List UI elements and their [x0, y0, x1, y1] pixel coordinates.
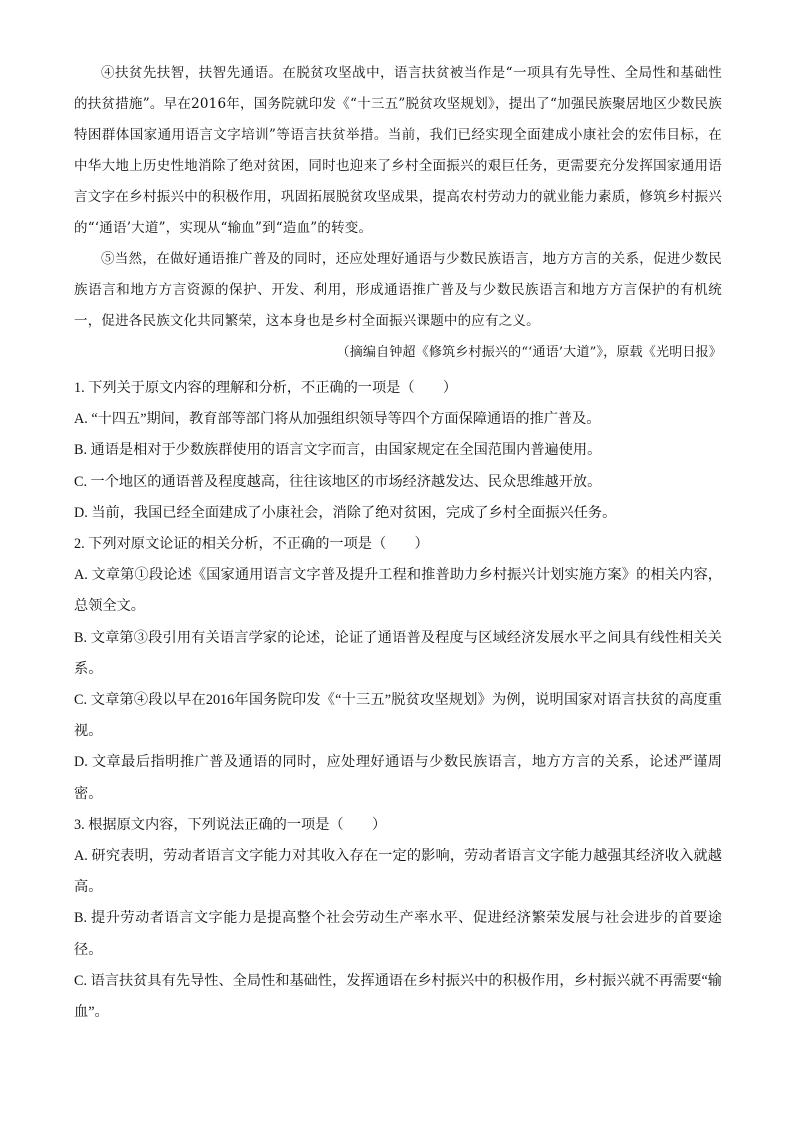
question-list — [74, 373, 722, 1028]
question-2-option-d: D. 文章最后指明推广普及通语的同时，应处理好通语与少数民族语言，地方方言的关系，论述严谨周密。 — [74, 754, 722, 802]
question-1-option-c: C. 一个地区的通语普及程度越高，往往该地区的市场经济越发达、民众思维越开放。 — [74, 473, 602, 490]
question-2-option-b: B. 文章第③段引用有关语言学家的论述，论证了通语普及程度与区域经济发展水平之间具有线性相关关系。 — [74, 629, 722, 677]
question-1-option-d: D. 当前，我国已经全面建成了小康社会，消除了绝对贫困，完成了乡村全面振兴任务。 — [74, 504, 617, 521]
question-3-option-c: C. 语言扶贫具有先导性、全局性和基础性，发挥通语在乡村振兴中的积极作用，乡村振兴就不再需要“输血”。 — [74, 972, 722, 1021]
question-1-option-b: B. 通语是相对于少数族群使用的语言文字而言，由国家规定在全国范围内普遍使用。 — [74, 442, 602, 459]
question-2-option-c: C. 文章第④段以早在2016年国务院印发《“十三五”脱贫攻坚规划》为例，说明国家对语言扶贫的高度重视。 — [74, 692, 722, 740]
passage — [74, 58, 722, 368]
question-1-option-a: A. “十四五”期间，教育部等部门将从加强组织领导等四个方面保障通语的推广普及。 — [74, 411, 601, 428]
question-3-option-a: A. 研究表明，劳动者语言文字能力对其收入存在一定的影响，劳动者语言文字能力越强其经济收入就越高。 — [74, 848, 722, 896]
question-2-option-a: A. 文章第①段论述《国家通用语言文字普及提升工程和推普助力乡村振兴计划实施方案》的相关内容，总领全文。 — [74, 567, 722, 615]
question-1-stem: 1. 下列关于原文内容的理解和分析，不正确的一项是（ ） — [74, 380, 458, 396]
question-3-option-b: B. 提升劳动者语言文字能力是提高整个社会劳动生产率水平、促进经济繁荣发展与社会进步的首要途径。 — [74, 910, 722, 958]
question-3-stem: 3. 根据原文内容，下列说法正确的一项是（ ） — [74, 816, 387, 833]
source-citation: （摘编自钟超《修筑乡村振兴的“‘通语’大道”》，原载《光明日报》 — [336, 345, 722, 360]
passage-paragraph-5: ⑤当然，在做好通语推广普及的同时，还应处理好通语与少数民族语言，地方方言的关系，促进少数民族语言和地方方言资源的保护、开发、利用，形成通语推广普及与少数民族语言和地方方言保护的有机统一，促进各民族文化共同繁荣，这本身也是乡村全面振兴课题中的应有之义。 — [74, 251, 722, 329]
passage-paragraph-4: ④扶贫先扶智，扶智先通语。在脱贫攻坚战中，语言扶贫被当作是“一项具有先导性、全局性和基础性的扶贫措施”。早在2016年，国务院就印发《“十三五”脱贫攻坚规划》，提出了“加强民族聚居地区少数民族特困群体国家通用语言文字培训”等语言扶贫举措。当前，我们已经实现全面建成小康社会的宏伟目标，在中华大地上历史性地消除了绝对贫困，同时也迎来了乡村全面振兴的艰巨任务，更需要充分发挥国家通用语言文字在乡村振兴中的积极作用，巩固拓展脱贫攻坚成果，提高农村劳动力的就业能力素质，修筑乡村振兴的“‘通语’大道”，实现从“输血”到“造血”的转变。 — [74, 65, 722, 236]
question-2-stem: 2. 下列对原文论证的相关分析，不正确的一项是（ ） — [74, 536, 429, 553]
